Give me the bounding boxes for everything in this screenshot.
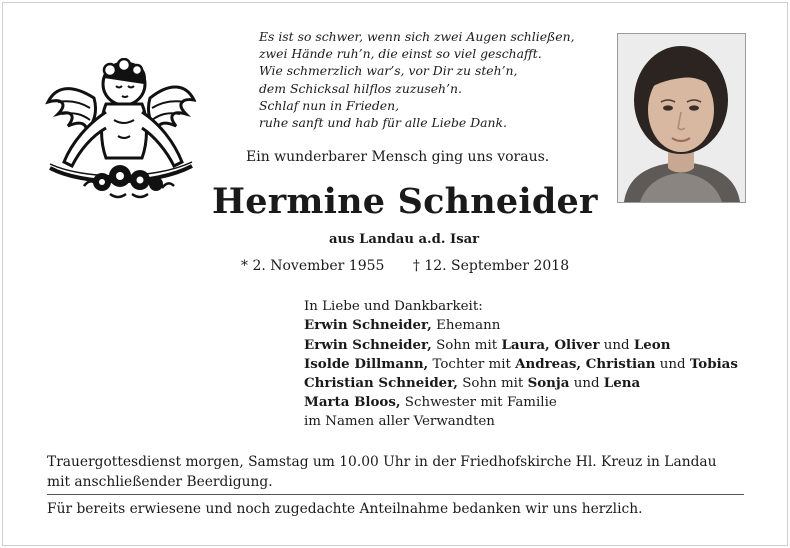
mourner-name: Laura, Oliver xyxy=(501,336,600,353)
portrait-photo xyxy=(617,33,746,203)
mourner-name: Tobias xyxy=(689,355,738,372)
mourner-line xyxy=(304,374,738,393)
mourner-relation: im Namen aller Verwandten xyxy=(304,413,495,429)
origin-text: aus Landau a.d. Isar xyxy=(329,232,480,247)
poem-line: Es ist so schwer, wenn sich zwei Augen schließen, xyxy=(259,29,575,44)
mourner-relation: Ehemann xyxy=(431,318,501,334)
intro-text: Ein wunderbarer Mensch ging uns voraus. xyxy=(246,149,550,165)
mourners-heading: In Liebe und Dankbarkeit: xyxy=(304,299,483,314)
mourner-name: Christian Schneider, xyxy=(304,375,458,392)
poem-line: ruhe sanft und hab für alle Liebe Dank. xyxy=(259,115,507,131)
mourner-relation: Tochter mit xyxy=(428,356,516,372)
mourner-line xyxy=(304,316,738,335)
life-dates xyxy=(241,258,569,274)
mourner-relation: Sohn mit xyxy=(431,337,502,353)
mourner-name: Marta Bloos, xyxy=(304,394,401,411)
mourners-list xyxy=(304,298,738,431)
mourner-line xyxy=(304,355,738,374)
mourner-line xyxy=(304,413,738,431)
poem-line: Schlaf nun in Frieden, xyxy=(259,97,400,113)
death-date: † 12. September 2018 xyxy=(412,258,570,274)
poem-line: zwei Hände ruh’n, die einst so viel geschafft. xyxy=(259,46,542,62)
mourner-relation: und xyxy=(599,337,634,353)
mourner-name: Sonja xyxy=(527,375,570,392)
service-info xyxy=(47,452,747,492)
thanks-text: Für bereits erwiesene und noch zugedachte Anteilnahme bedanken wir uns herzlich. xyxy=(47,501,643,517)
poem xyxy=(259,28,609,131)
angel-icon xyxy=(44,58,196,208)
mourner-name: Erwin Schneider, xyxy=(304,317,432,334)
mourner-relation: und xyxy=(655,356,690,372)
mourner-relation: und xyxy=(569,376,604,392)
divider xyxy=(47,494,744,495)
mourner-line xyxy=(304,393,738,412)
service-line: mit anschließender Beerdigung. xyxy=(47,474,273,490)
mourner-relation: Sohn mit xyxy=(457,376,528,392)
mourner-name: Andreas, Christian xyxy=(515,355,656,372)
mourner-line xyxy=(304,336,738,355)
birth-date: * 2. November 1955 xyxy=(241,258,385,274)
poem-line: Wie schmerzlich war’s, vor Dir zu steh’n, xyxy=(259,63,518,79)
mourner-name: Lena xyxy=(603,375,641,392)
mourner-name: Erwin Schneider, xyxy=(304,336,432,353)
mourner-name: Leon xyxy=(633,336,671,353)
mourner-relation: Schwester mit Familie xyxy=(400,395,557,411)
deceased-name: Hermine Schneider xyxy=(212,181,598,222)
poem-line: dem Schicksal hilflos zuzuseh’n. xyxy=(259,80,462,96)
service-line: Trauergottesdienst morgen, Samstag um 10.00 Uhr in der Friedhofskirche Hl. Kreuz in Landau xyxy=(47,454,717,470)
mourner-name: Isolde Dillmann, xyxy=(304,355,429,372)
